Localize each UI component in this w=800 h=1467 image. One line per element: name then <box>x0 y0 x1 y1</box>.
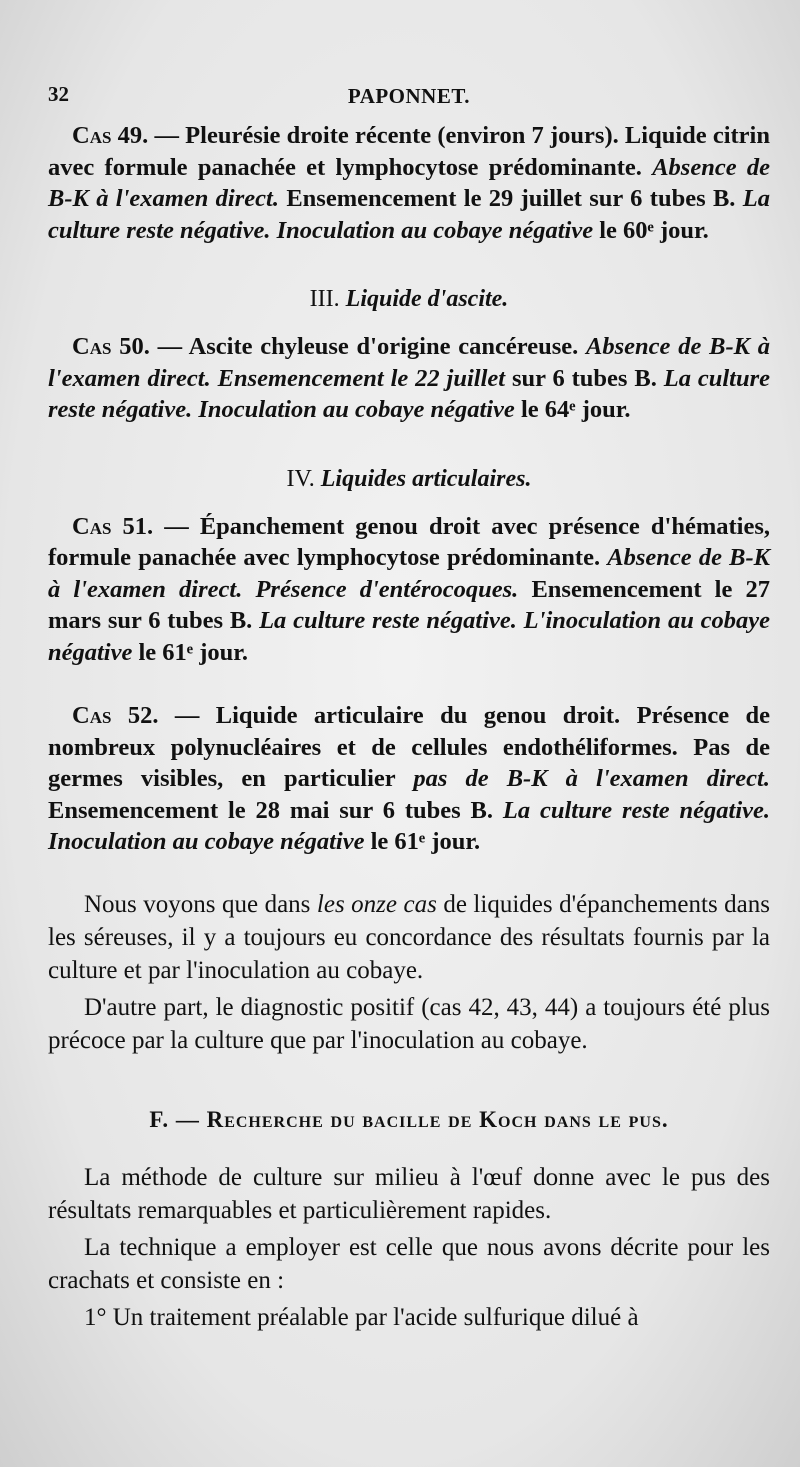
case-italic-text: La culture reste négative. L'inoculation au cobaye négative <box>48 607 770 666</box>
section-title: Liquide d'ascite. <box>345 286 509 312</box>
case-50-paragraph <box>48 331 770 426</box>
pus-paragraph-2: La technique a employer est celle que nous avons décrite pour les crachats et consiste en : <box>48 1233 770 1294</box>
case-text: Ensemencement le 27 mars sur 6 tubes B. <box>48 575 770 634</box>
body-italic-text: les onze cas <box>316 890 437 918</box>
page-number: 32 <box>48 82 69 106</box>
case-text: — Épanchement genou droit avec présence d'hématies, formule panachée avec lymphocytose prédominante. <box>48 512 770 571</box>
case-label: Cas 50. <box>72 333 150 360</box>
section-title: Liquides articulaires. <box>320 465 532 492</box>
section-numeral: III. <box>309 286 340 312</box>
case-label: Cas 52. <box>72 702 159 729</box>
section-heading-iv <box>48 466 770 493</box>
case-51-paragraph <box>48 511 770 669</box>
spacer <box>48 858 770 888</box>
case-italic-text: pas de B-K à l'examen direct. <box>413 765 770 792</box>
case-italic-text: La culture reste négative. Inoculation au cobaye négative <box>48 185 770 244</box>
case-text: — Liquide articulaire du genou droit. Présence de nombreux polynucléaires et de cellules endothéliformes. Pas de germes visibles, en particulier <box>48 702 770 792</box>
case-text: Ensemencement le 28 mai sur 6 tubes B. <box>48 796 503 824</box>
conclusion-paragraph-2: D'autre part, le diagnostic positif (cas 42, 43, 44) a toujours été plus précoce par la culture que par l'inoculation au cobaye. <box>48 993 770 1054</box>
running-head <box>48 78 770 114</box>
case-text: le 61ᵉ jour. <box>132 638 249 666</box>
case-text: Ensemencement le 29 juillet sur 6 tubes B. <box>278 185 743 212</box>
conclusion-paragraph-1 <box>48 888 770 987</box>
case-text: — Ascite chyleuse d'origine cancéreuse. <box>149 333 587 360</box>
case-text: le 60ᵉ jour. <box>593 216 709 244</box>
pus-paragraph-1: La méthode de culture sur milieu à l'œuf donne avec le pus des résultats remarquables et particulièrement rapides. <box>48 1163 770 1224</box>
section-numeral: IV. <box>286 465 315 492</box>
case-label: Cas 51. <box>72 512 154 540</box>
section-heading-iii <box>48 286 770 313</box>
case-49-paragraph <box>48 120 770 246</box>
case-52-paragraph <box>48 700 770 858</box>
case-italic-text: Absence de B-K à l'examen direct. Ensemencement le 22 juillet <box>48 333 770 392</box>
spacer <box>48 668 770 692</box>
pus-paragraph-3: 1° Un traitement préalable par l'acide sulfurique dilué à <box>84 1303 639 1331</box>
case-italic-text: La culture reste négative. Inoculation au cobaye négative <box>48 364 770 423</box>
body-text: de liquides d'épanchements dans les séreuses, il y a toujours eu concordance des résultats fournis par la culture et par l'inoculation au cobaye. <box>48 890 771 984</box>
case-text: — Pleurésie droite récente (environ 7 jours). Liquide citrin avec formule panachée et lymphocytose prédominante. <box>48 122 770 181</box>
section-heading-f: F. — Recherche du bacille de Koch dans le pus. <box>149 1106 669 1132</box>
case-text: sur 6 tubes B. <box>505 364 664 392</box>
case-text: le 61ᵉ jour. <box>364 828 481 855</box>
case-text: le 64ᵉ jour. <box>514 396 631 423</box>
case-italic-text: Absence de B-K à l'examen direct. Présence d'entérocoques. <box>48 544 770 603</box>
case-label: Cas 49. <box>72 122 149 149</box>
case-italic-text: La culture reste négative. Inoculation au cobaye négative <box>48 796 770 855</box>
body-text: Nous voyons que dans <box>84 890 317 918</box>
running-title: PAPONNET. <box>347 84 471 108</box>
case-italic-text: Absence de B-K à l'examen direct. <box>48 153 770 212</box>
